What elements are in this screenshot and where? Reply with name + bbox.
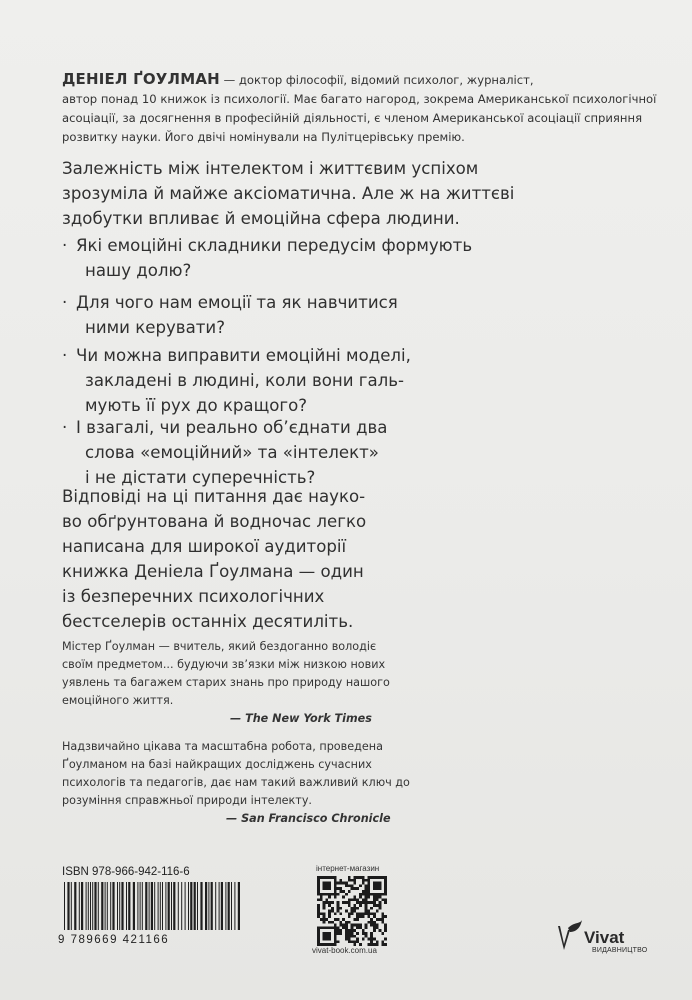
intro-line: Залежність між інтелектом і життєвим успіхом bbox=[62, 159, 479, 178]
review-line: емоційного життя. bbox=[62, 694, 174, 707]
intro-line: зрозуміла й майже аксіоматична. Але ж на життєві bbox=[62, 184, 515, 203]
question-item bbox=[62, 343, 411, 418]
barcode-number: 9 789669 421166 bbox=[58, 934, 170, 946]
question-line: І взагалі, чи реально об’єднати два bbox=[76, 418, 388, 437]
question-line: Чи можна виправити емоційні моделі, bbox=[76, 346, 411, 365]
isbn-text: ISBN 978-966-942-116-6 bbox=[62, 866, 190, 878]
answer-line: книжка Деніела Ґоулмана — один bbox=[62, 562, 364, 581]
author-bio-line: — доктор філософії, відомий психолог, журналіст, bbox=[219, 73, 534, 87]
review-line: Містер Ґоулман — вчитель, який бездоганно володіє bbox=[62, 640, 377, 653]
question-line: Для чого нам емоції та як навчитися bbox=[76, 293, 398, 312]
question-line: ними керувати? bbox=[85, 318, 226, 337]
answer-line: во обґрунтована й водночас легко bbox=[62, 512, 367, 531]
question-line: слова «емоційний» та «інтелект» bbox=[85, 443, 379, 462]
question-item bbox=[62, 415, 387, 490]
review-line: Ґоулманом на базі найкращих досліджень сучасних bbox=[62, 758, 372, 771]
answer-paragraph bbox=[62, 484, 682, 634]
review-line: психологів та педагогів, дає нам такий важливий ключ до bbox=[62, 776, 410, 789]
review-line: уявлень та багажем старих знань про природу нашого bbox=[62, 676, 390, 689]
answer-line: із безперечних психологічних bbox=[62, 587, 325, 606]
question-item bbox=[62, 290, 398, 340]
review-quote bbox=[62, 638, 682, 728]
review-source: — San Francisco Chronicle bbox=[226, 812, 391, 825]
question-line: Які емоційні складники передусім формують bbox=[76, 236, 473, 255]
review-line: своїм предметом... будуючи зв’язки між низкою нових bbox=[62, 658, 386, 671]
question-line: і не дістати суперечність? bbox=[85, 468, 316, 487]
question-item bbox=[62, 233, 472, 283]
author-bio-line: розвитку науки. Його двічі номінували на Пулітцерівську премію. bbox=[62, 130, 465, 144]
question-line: мують її рух до кращого? bbox=[85, 396, 308, 415]
barcode-icon bbox=[62, 882, 242, 930]
author-bio bbox=[62, 70, 662, 147]
answer-line: написана для широкої аудиторії bbox=[62, 537, 347, 556]
bullet-icon: · bbox=[62, 418, 68, 437]
review-quote bbox=[62, 738, 682, 828]
bullet-icon: · bbox=[62, 346, 68, 365]
review-line: розуміння справжньої природи інтелекту. bbox=[62, 794, 312, 807]
answer-line: Відповіді на ці питання дає науко- bbox=[62, 487, 366, 506]
answer-line: бестселерів останніх десятиліть. bbox=[62, 612, 354, 631]
question-line: нашу долю? bbox=[85, 261, 192, 280]
author-bio-line: автор понад 10 книжок із психології. Має багато нагород, зокрема Американської психологічної bbox=[62, 92, 657, 106]
publisher-name: Vivat bbox=[584, 928, 625, 947]
shop-site-link[interactable]: vivat-book.com.ua bbox=[312, 946, 377, 955]
author-name: ДЕНІЕЛ ҐОУЛМАН bbox=[62, 70, 220, 88]
intro-line: здобутки впливає й емоційна сфера людини. bbox=[62, 209, 460, 228]
review-line: Надзвичайно цікава та масштабна робота, проведена bbox=[62, 740, 383, 753]
review-source: — The New York Times bbox=[230, 712, 372, 725]
qr-code-icon[interactable] bbox=[317, 876, 387, 946]
publisher-subtitle: ВИДАВНИЦТВО bbox=[592, 947, 648, 954]
bullet-icon: · bbox=[62, 236, 68, 255]
intro-paragraph bbox=[62, 156, 682, 231]
bullet-icon: · bbox=[62, 293, 68, 312]
author-bio-line: асоціації, за досягнення в професійній діяльності, є членом Американської асоціації сприяння bbox=[62, 111, 643, 125]
question-line: закладені в людині, коли вони галь- bbox=[85, 371, 405, 390]
shop-label: інтернет-магазин bbox=[316, 864, 380, 873]
